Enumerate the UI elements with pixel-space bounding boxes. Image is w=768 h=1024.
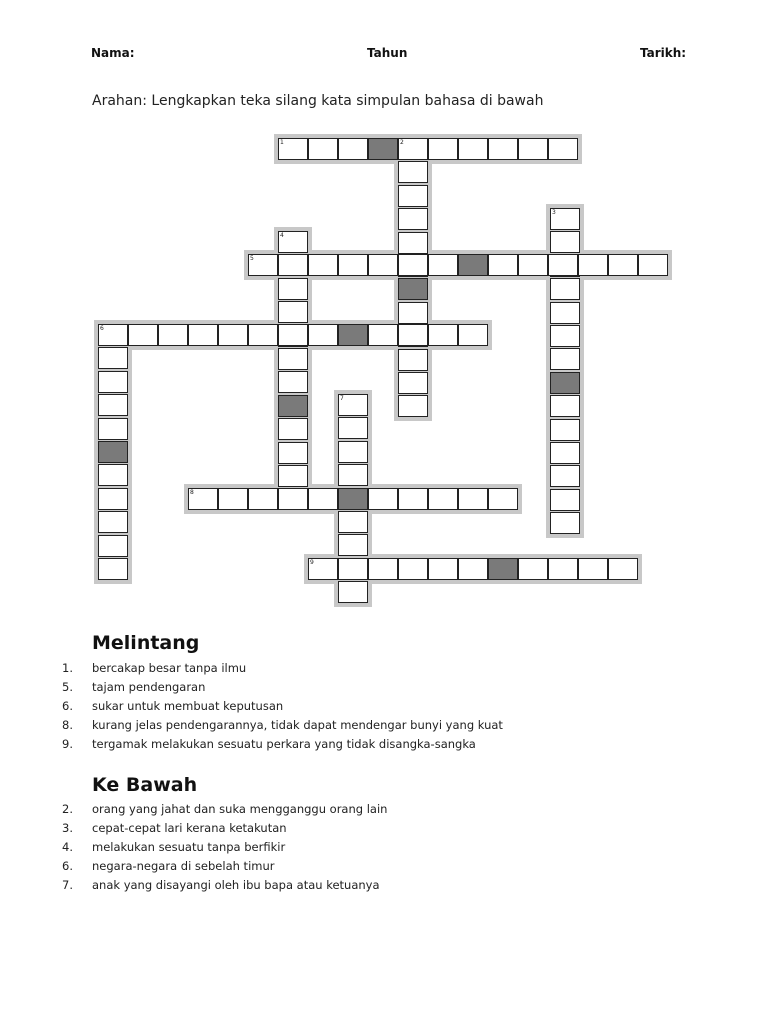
clue-number: 6 (100, 325, 104, 332)
grid-cell[interactable] (338, 534, 368, 556)
grid-cell[interactable] (398, 324, 428, 346)
grid-cell[interactable] (518, 254, 548, 276)
clue-item-number: 6. (62, 699, 73, 713)
grid-cell[interactable] (188, 488, 218, 510)
clue-number: 8 (190, 489, 194, 496)
grid-cell[interactable] (278, 418, 308, 440)
grid-cell[interactable] (518, 558, 548, 580)
grid-cell[interactable] (218, 324, 248, 346)
grid-cell[interactable] (550, 208, 580, 230)
grid-cell[interactable] (338, 394, 368, 416)
grid-cell[interactable] (308, 138, 338, 160)
down-title: Ke Bawah (92, 774, 198, 796)
clue-number: 1 (280, 139, 284, 146)
instruction: Arahan: Lengkapkan teka silang kata simpulan bahasa di bawah (92, 93, 544, 109)
grid-cell[interactable] (278, 465, 308, 487)
grid-cell[interactable] (248, 488, 278, 510)
grid-cell[interactable] (638, 254, 668, 276)
grid-cell[interactable] (368, 254, 398, 276)
grid-cell[interactable] (428, 558, 458, 580)
grid-cell[interactable] (550, 465, 580, 487)
clue-item-number: 1. (62, 661, 73, 675)
grid-cell[interactable] (550, 348, 580, 370)
grid-cell[interactable] (368, 324, 398, 346)
clue-item-number: 4. (62, 840, 73, 854)
grid-cell[interactable] (98, 464, 128, 486)
grid-cell[interactable] (550, 442, 580, 464)
grid-cell[interactable] (550, 489, 580, 511)
grid-cell[interactable] (608, 558, 638, 580)
clue-item-text: bercakap besar tanpa ilmu (92, 661, 247, 675)
grid-cell[interactable] (98, 324, 128, 346)
grid-cell[interactable] (398, 208, 428, 230)
grid-cell[interactable] (98, 511, 128, 533)
clue-number: 2 (400, 139, 404, 146)
grid-cell[interactable] (550, 302, 580, 324)
grid-cell[interactable] (278, 138, 308, 160)
grid-cell[interactable] (308, 488, 338, 510)
grid-cell[interactable] (398, 349, 428, 371)
clue-number: 5 (250, 255, 254, 262)
grid-cell[interactable] (338, 138, 368, 160)
grid-cell[interactable] (398, 232, 428, 254)
grid-cell[interactable] (398, 138, 428, 160)
clue-number: 9 (310, 559, 314, 566)
grid-cell[interactable] (550, 512, 580, 534)
grid-cell[interactable] (428, 254, 458, 276)
grid-cell[interactable] (338, 441, 368, 463)
grid-cell[interactable] (398, 302, 428, 324)
grid-cell[interactable] (278, 488, 308, 510)
clue-item-number: 6. (62, 859, 73, 873)
shaded-cell (550, 372, 580, 394)
shaded-cell (98, 441, 128, 463)
clue-number: 4 (280, 232, 284, 239)
clue-item-text: orang yang jahat dan suka mengganggu orang lain (92, 802, 388, 816)
shaded-cell (338, 488, 368, 510)
grid-cell[interactable] (278, 371, 308, 393)
grid-cell[interactable] (398, 185, 428, 207)
grid-cell[interactable] (458, 324, 488, 346)
grid-cell[interactable] (278, 348, 308, 370)
clue-item-number: 7. (62, 878, 73, 892)
shaded-cell (398, 278, 428, 300)
grid-cell[interactable] (278, 231, 308, 253)
clue-item-text: anak yang disayangi oleh ibu bapa atau ketuanya (92, 878, 380, 892)
grid-cell[interactable] (550, 395, 580, 417)
grid-cell[interactable] (578, 558, 608, 580)
grid-cell[interactable] (278, 278, 308, 300)
grid-cell[interactable] (398, 372, 428, 394)
clue-number: 7 (340, 395, 344, 402)
grid-cell[interactable] (518, 138, 548, 160)
grid-cell[interactable] (248, 254, 278, 276)
clue-item-text: kurang jelas pendengarannya, tidak dapat mendengar bunyi yang kuat (92, 718, 503, 732)
grid-cell[interactable] (428, 324, 458, 346)
clue-number: 3 (552, 209, 556, 216)
clue-item-number: 3. (62, 821, 73, 835)
grid-cell[interactable] (550, 419, 580, 441)
grid-cell[interactable] (548, 254, 578, 276)
grid-cell[interactable] (98, 535, 128, 557)
shaded-cell (278, 395, 308, 417)
grid-cell[interactable] (98, 558, 128, 580)
grid-cell[interactable] (458, 138, 488, 160)
grid-cell[interactable] (98, 488, 128, 510)
grid-cell[interactable] (550, 278, 580, 300)
date-label: Tarikh: (640, 46, 687, 60)
grid-cell[interactable] (278, 301, 308, 323)
grid-cell[interactable] (488, 488, 518, 510)
grid-cell[interactable] (338, 464, 368, 486)
grid-cell[interactable] (98, 347, 128, 369)
clue-item-text: cepat-cepat lari kerana ketakutan (92, 821, 287, 835)
name-label: Nama: (91, 46, 135, 60)
grid-cell[interactable] (550, 325, 580, 347)
shaded-cell (458, 254, 488, 276)
grid-cell[interactable] (578, 254, 608, 276)
grid-cell[interactable] (338, 417, 368, 439)
clue-item-number: 5. (62, 680, 73, 694)
grid-cell[interactable] (608, 254, 638, 276)
grid-cell[interactable] (398, 395, 428, 417)
grid-cell[interactable] (458, 558, 488, 580)
grid-cell[interactable] (278, 254, 308, 276)
grid-cell[interactable] (428, 138, 458, 160)
clue-item-text: tergamak melakukan sesuatu perkara yang tidak disangka-sangka (92, 737, 476, 751)
clue-item-number: 2. (62, 802, 73, 816)
clue-item-text: negara-negara di sebelah timur (92, 859, 275, 873)
grid-cell[interactable] (338, 511, 368, 533)
grid-cell[interactable] (158, 324, 188, 346)
grid-cell[interactable] (398, 558, 428, 580)
shaded-cell (368, 138, 398, 160)
shaded-cell (338, 324, 368, 346)
grid-cell[interactable] (128, 324, 158, 346)
grid-cell[interactable] (488, 254, 518, 276)
grid-cell[interactable] (548, 138, 578, 160)
grid-cell[interactable] (338, 581, 368, 603)
clue-item-text: sukar untuk membuat keputusan (92, 699, 284, 713)
grid-cell[interactable] (188, 324, 218, 346)
clue-item-text: tajam pendengaran (92, 680, 206, 694)
grid-cell[interactable] (398, 161, 428, 183)
grid-cell[interactable] (338, 254, 368, 276)
grid-cell[interactable] (218, 488, 248, 510)
grid-cell[interactable] (278, 324, 308, 346)
grid-cell[interactable] (248, 324, 278, 346)
clue-item-number: 9. (62, 737, 73, 751)
grid-cell[interactable] (428, 488, 458, 510)
grid-cell[interactable] (368, 558, 398, 580)
grid-cell[interactable] (550, 231, 580, 253)
grid-cell[interactable] (98, 418, 128, 440)
year-label: Tahun (367, 46, 408, 60)
grid-cell[interactable] (308, 558, 338, 580)
clue-item-number: 8. (62, 718, 73, 732)
grid-cell[interactable] (338, 558, 368, 580)
grid-cell[interactable] (488, 138, 518, 160)
clue-item-text: melakukan sesuatu tanpa berfikir (92, 840, 286, 854)
grid-cell[interactable] (308, 324, 338, 346)
grid-cell[interactable] (398, 488, 428, 510)
shaded-cell (488, 558, 518, 580)
grid-cell[interactable] (398, 254, 428, 276)
across-title: Melintang (92, 632, 200, 654)
grid-cell[interactable] (98, 371, 128, 393)
grid-cell[interactable] (278, 442, 308, 464)
grid-cell[interactable] (368, 488, 398, 510)
grid-cell[interactable] (308, 254, 338, 276)
grid-cell[interactable] (548, 558, 578, 580)
grid-cell[interactable] (458, 488, 488, 510)
grid-cell[interactable] (98, 394, 128, 416)
